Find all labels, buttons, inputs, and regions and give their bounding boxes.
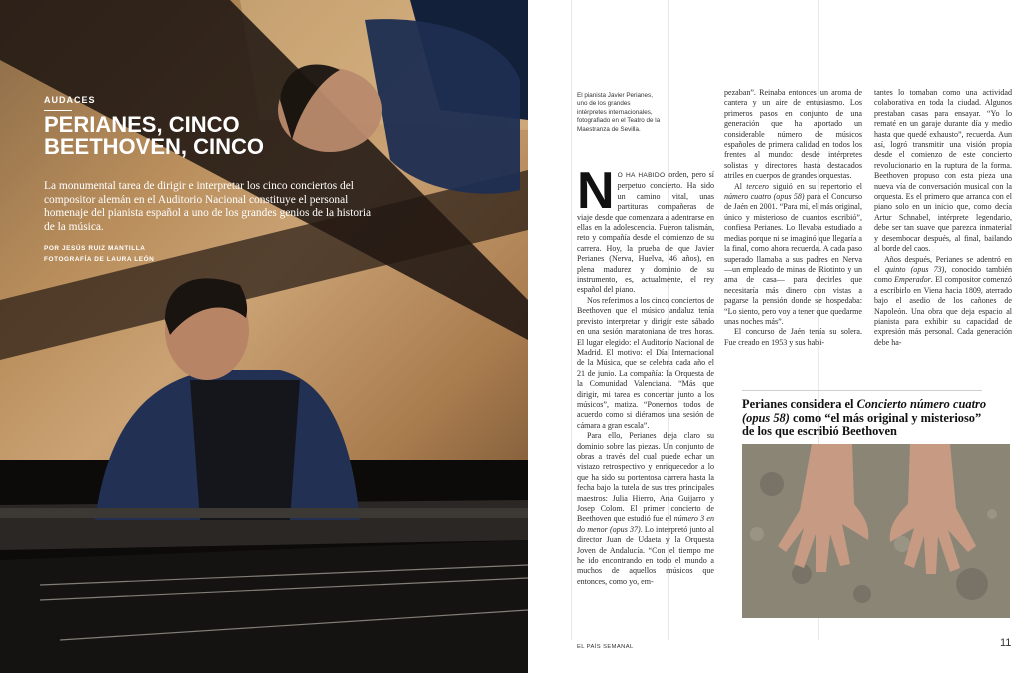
headline	[44, 114, 344, 158]
paragraph: Al tercero siguió en su repertorio el número cuatro (opus 58) para el Concurso de Jaén en 2001. “Para mí, el más original, único y misterioso de cuantos escribió”, confiesa Perianes. Lo llevaba estudiado a medias porque ni se imaginó que llegaría a la final, como ahora recuerda. A cada paso superado llamaba a sus padres en Nerva —un empleado de minas de Riotinto y un ama de casa— para decirles que necesitaría más dinero con vistas a pagarse la pensión donde se hospedaba: “Lo siento, pero voy a tener que quedarme unas noches más”.	[724, 181, 863, 326]
article-column-3	[874, 88, 1012, 348]
pullquote-italic: Concierto número cuatro (opus 58)	[742, 397, 987, 425]
headline-line-2: BEETHOVEN, CINCO	[44, 134, 265, 159]
paragraph: Para ello, Perianes deja claro su dominio sobre las piezas. Un conjunto de obras a través del cual puede echar un vistazo retrospectivo y enriquecedor a lo que ha sido su portentosa carrera hasta la fecha bajo la tutela de sus tres principales maestros: Julia Hierro, Ana Guijarro y Josep Colom. El primer concierto de Beethoven que estudió fue el número 3 en do menor (opus 37). Lo interpretó junto al director Juan de Udaeta y la Orquesta Joven de Andalucía. “Con el tiempo me he ido encontrando en todo el mundo a muchos de aquellos músicos que entonces, como yo, em-	[577, 431, 714, 586]
lead-smallcaps: O HA HABIDO	[617, 172, 666, 179]
work-title: quinto (opus 73)	[884, 264, 945, 274]
work-title: número cuatro (opus 58)	[724, 192, 805, 202]
standfirst: La monumental tarea de dirigir e interpretar los cinco conciertos del compositor alemán en el Auditorio Nacional constituye el personal homenaje del pianista español a uno de los grandes genios de la historia de la música.	[44, 180, 372, 233]
article-column-2	[724, 88, 862, 348]
work-title: número 3 en do menor (opus 37)	[577, 514, 714, 534]
drop-cap: N	[577, 162, 615, 220]
work-title: Emperador	[894, 275, 931, 285]
hands-on-stone-illustration	[742, 444, 1010, 618]
credits	[44, 243, 154, 265]
paragraph: El concurso de Jaén tenía su solera. Fue creado en 1953 y sus habi-	[724, 327, 862, 347]
paragraph: Nos referimos a los cinco conciertos de Beethoven que el músico andaluz tenía previsto interpretar y dirigir este sábado en una sesión maratoniana de tres horas. El lugar elegido: el Auditorio Nacional de Madrid. El motivo: el Día Internacional de la Música, que se celebra cada año el 21 de junio. La compañía: la Orquesta de la Comunidad Valenciana. “Más que dirigir, mi tarea es concertar junto a los músicos”, matiza. “Ponernos todos de acuerdo como si diéramos una sesión de cámara a gran escala”.	[577, 295, 714, 430]
paragraph: tantes lo tomaban como una actividad colaborativa en toda la ciudad. Algunos prestaban casas para ensayar. “Yo lo rematé en un garaje durante día y medio hasta que quedé exhausto”, recuerda. Aun así, logró transmitir una visión propia desde el comienzo de este concierto revolucionario en la ruptura de la forma. Beethoven propuso con esta pieza una nueva vía de conversación musical con la orquesta. Es el primero que arranca con el piano solo en un inicio que, como decía Artur Schnabel, intérprete legendario, debe ser tan suave que parezca inmaterial y desembocar después, al final, bailando al borde del caos.	[874, 88, 1012, 254]
kicker-rule	[44, 110, 72, 111]
photo-credit: FOTOGRAFÍA DE LAURA LEÓN	[44, 256, 155, 263]
pullquote-rule	[742, 390, 982, 391]
section-kicker: AUDACES	[44, 95, 96, 105]
byline: POR JESÚS RUIZ MANTILLA	[44, 245, 146, 252]
paragraph: pezaban”. Reinaba entonces un aroma de cantera y un aire de entusiasmo. Los primeros pasos en conjunto de una generación que ha aportado un considerable número de músicos españoles de primera calidad en todos los frentes al mundo: desde intérpretes solistas y directores hasta destacados atriles en cuerpos de grandes orquestas.	[724, 88, 862, 181]
page-number: 11	[1000, 637, 1012, 649]
headline-line-1: PERIANES, CINCO	[44, 112, 240, 137]
lead-text: orden, pero sí perpetuo concierto. Ha sido un camino vital, unas partituras compañeras de viaje desde que comenzara a adentrarse en ellas en la adolescencia. Fueron talismán, reto y compañía desde el comienzo de su carrera. Hoy, la prueba de que Javier Perianes (Nerva, Huelva, 46 años), en plena madurez y dominio de su instrumento, es, actualmente, el rey español del piano.	[577, 170, 714, 295]
work-title: tercero	[746, 181, 769, 191]
paragraph: Años después, Perianes se adentró en el quinto (opus 73), conocido también como Emperador. El compositor comenzó a escribirlo en Viena hacia 1809, aterrado bajo el asedio de los cañones de Napoleón. Una obra que deja espacio al pianista para exhibir su capacidad de expresión más personal. Cada generación debe ha-	[874, 254, 1013, 347]
article-column-1	[577, 162, 714, 587]
hands-photo	[742, 444, 1010, 618]
photo-caption: El pianista Javier Perianes, uno de los grandes intérpretes internacionales, fotografiado en el Teatro de la Maestranza de Sevilla.	[577, 92, 661, 133]
pullquote: Perianes considera el Concierto número cuatro (opus 58) como “el más original y misterioso” de los que escribió Beethoven	[742, 397, 987, 439]
column-rule	[571, 0, 572, 640]
publication-footer: EL PAÍS SEMANAL	[577, 644, 634, 650]
